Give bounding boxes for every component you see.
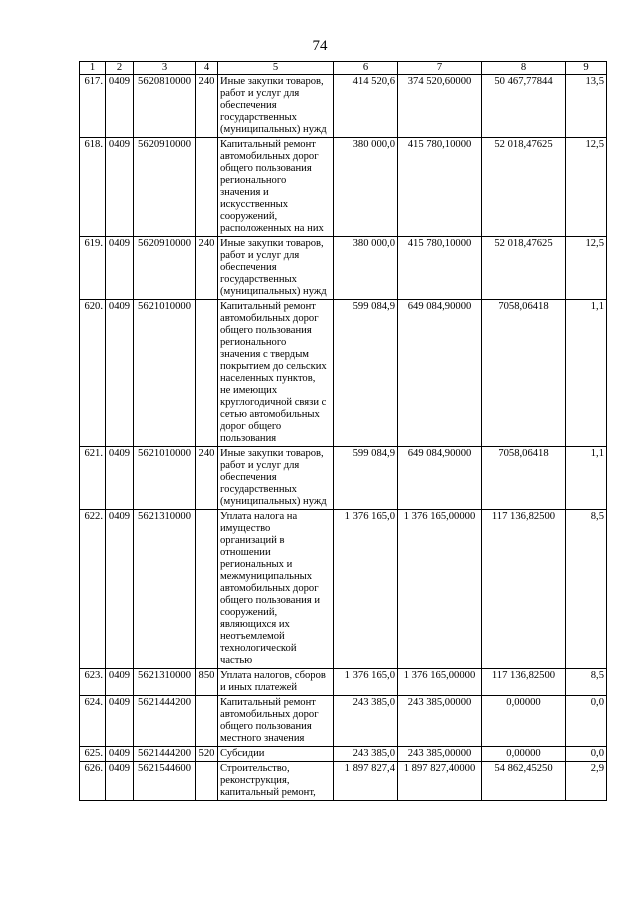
description-line: Уплата налогов, сборов [220,670,326,681]
description-line: технологической [220,643,297,654]
description-line: искусственных [220,199,289,210]
target-article-cell: 5621444200 [134,747,196,762]
adjusted-amount-cell: 649 084,90000 [398,300,482,447]
section-code-cell: 0409 [106,300,134,447]
description-cell [218,510,334,669]
table-row [80,75,607,138]
header-cell: 4 [196,62,218,75]
header-cell: 8 [482,62,566,75]
description-cell [218,237,334,300]
header-cell: 2 [106,62,134,75]
expense-type-cell [196,138,218,237]
description-line: Капитальный ремонт [220,301,316,312]
target-article-cell: 5620910000 [134,237,196,300]
description-line: (муниципальных) нужд [220,124,327,135]
description-line: значения и [220,187,269,198]
target-article-cell: 5620910000 [134,138,196,237]
description-line: (муниципальных) нужд [220,496,327,507]
plan-amount-cell: 380 000,0 [334,138,398,237]
row-number-cell: 618. [80,138,106,237]
description-line: капитальный ремонт, [220,787,316,798]
plan-amount-cell: 243 385,0 [334,696,398,747]
table-row [80,747,607,762]
description-line: дорог общего [220,421,282,432]
description-line: и иных платежей [220,682,297,693]
plan-amount-cell: 243 385,0 [334,747,398,762]
description-line: пользования [220,433,277,444]
executed-amount-cell: 7058,06418 [482,300,566,447]
section-code-cell: 0409 [106,237,134,300]
plan-amount-cell: 1 376 165,0 [334,669,398,696]
description-line: покрытием до сельских [220,361,327,372]
adjusted-amount-cell: 243 385,00000 [398,747,482,762]
executed-amount-cell: 117 136,82500 [482,510,566,669]
target-article-cell: 5621010000 [134,300,196,447]
row-number-cell: 620. [80,300,106,447]
description-cell [218,747,334,762]
executed-amount-cell: 52 018,47625 [482,138,566,237]
executed-amount-cell: 0,00000 [482,696,566,747]
adjusted-amount-cell: 415 780,10000 [398,237,482,300]
header-cell: 3 [134,62,196,75]
header-cell: 5 [218,62,334,75]
row-number-cell: 622. [80,510,106,669]
executed-amount-cell: 7058,06418 [482,447,566,510]
plan-amount-cell: 599 084,9 [334,447,398,510]
plan-amount-cell: 380 000,0 [334,237,398,300]
page-number: 74 [312,38,328,54]
executed-amount-cell: 54 862,45250 [482,762,566,801]
table-row [80,138,607,237]
table-row [80,762,607,801]
plan-amount-cell: 1 376 165,0 [334,510,398,669]
description-line: регионального [220,337,287,348]
adjusted-amount-cell: 1 897 827,40000 [398,762,482,801]
target-article-cell: 5621544600 [134,762,196,801]
description-line: общего пользования [220,325,312,336]
header-row [80,62,607,75]
header-cell: 7 [398,62,482,75]
description-line: обеспечения [220,472,277,483]
section-code-cell: 0409 [106,747,134,762]
row-number-cell: 626. [80,762,106,801]
section-code-cell: 0409 [106,669,134,696]
budget-table [79,61,607,801]
description-line: Иные закупки товаров, [220,238,324,249]
description-line: Субсидии [220,748,265,759]
plan-amount-cell: 599 084,9 [334,300,398,447]
description-line: государственных [220,484,297,495]
percent-cell: 2,9 [566,762,607,801]
table-row [80,237,607,300]
description-line: Иные закупки товаров, [220,76,324,87]
header-cell: 1 [80,62,106,75]
section-code-cell: 0409 [106,510,134,669]
description-line: не имеющих [220,385,278,396]
description-line: Капитальный ремонт [220,139,316,150]
section-code-cell: 0409 [106,762,134,801]
description-cell [218,75,334,138]
description-line: автомобильных дорог [220,709,319,720]
executed-amount-cell: 52 018,47625 [482,237,566,300]
target-article-cell: 5621010000 [134,447,196,510]
description-line: работ и услуг для [220,250,300,261]
description-line: государственных [220,112,297,123]
percent-cell: 1,1 [566,447,607,510]
description-cell [218,669,334,696]
table-row [80,669,607,696]
executed-amount-cell: 50 467,77844 [482,75,566,138]
table-body [80,75,607,801]
target-article-cell: 5621310000 [134,510,196,669]
section-code-cell: 0409 [106,138,134,237]
row-number-cell: 625. [80,747,106,762]
description-line: общего пользования [220,721,312,732]
expense-type-cell: 520 [196,747,218,762]
description-line: значения с твердым [220,349,310,360]
adjusted-amount-cell: 243 385,00000 [398,696,482,747]
percent-cell: 0,0 [566,696,607,747]
description-cell [218,696,334,747]
percent-cell: 8,5 [566,669,607,696]
description-line: общего пользования [220,163,312,174]
adjusted-amount-cell: 1 376 165,00000 [398,669,482,696]
description-line: частью [220,655,253,666]
description-line: отношении [220,547,271,558]
description-line: имущество [220,523,271,534]
expense-type-cell: 240 [196,447,218,510]
header-cell: 6 [334,62,398,75]
description-line: Уплата налога на [220,511,298,522]
description-line: межмуниципальных [220,571,313,582]
description-line: работ и услуг для [220,88,300,99]
executed-amount-cell: 117 136,82500 [482,669,566,696]
description-line: реконструкция, [220,775,290,786]
row-number-cell: 621. [80,447,106,510]
description-line: Капитальный ремонт [220,697,316,708]
table-row [80,696,607,747]
target-article-cell: 5620810000 [134,75,196,138]
description-line: расположенных на них [220,223,324,234]
description-line: автомобильных дорог [220,151,319,162]
description-cell [218,447,334,510]
description-line: населенных пунктов, [220,373,316,384]
adjusted-amount-cell: 415 780,10000 [398,138,482,237]
percent-cell: 12,5 [566,138,607,237]
adjusted-amount-cell: 374 520,60000 [398,75,482,138]
target-article-cell: 5621444200 [134,696,196,747]
expense-type-cell: 850 [196,669,218,696]
percent-cell: 0,0 [566,747,607,762]
description-line: неотъемлемой [220,631,285,642]
section-code-cell: 0409 [106,447,134,510]
header-cell: 9 [566,62,607,75]
description-line: автомобильных дорог [220,313,319,324]
row-number-cell: 623. [80,669,106,696]
row-number-cell: 617. [80,75,106,138]
description-line: регионального [220,175,287,186]
target-article-cell: 5621310000 [134,669,196,696]
description-line: работ и услуг для [220,460,300,471]
table-row [80,510,607,669]
description-line: сетью автомобильных [220,409,320,420]
expense-type-cell [196,762,218,801]
section-code-cell: 0409 [106,75,134,138]
row-number-cell: 619. [80,237,106,300]
description-line: обеспечения [220,100,277,111]
description-line: государственных [220,274,297,285]
row-number-cell: 624. [80,696,106,747]
section-code-cell: 0409 [106,696,134,747]
description-line: (муниципальных) нужд [220,286,327,297]
description-line: сооружений, [220,211,278,222]
description-line: местного значения [220,733,305,744]
description-line: Строительство, [220,763,290,774]
expense-type-cell [196,510,218,669]
description-line: обеспечения [220,262,277,273]
plan-amount-cell: 414 520,6 [334,75,398,138]
percent-cell: 13,5 [566,75,607,138]
description-cell [218,138,334,237]
expense-type-cell: 240 [196,237,218,300]
percent-cell: 12,5 [566,237,607,300]
expense-type-cell [196,696,218,747]
percent-cell: 8,5 [566,510,607,669]
description-line: региональных и [220,559,293,570]
description-line: круглогодичной связи с [220,397,327,408]
description-line: сооружений, [220,607,278,618]
expense-type-cell: 240 [196,75,218,138]
adjusted-amount-cell: 649 084,90000 [398,447,482,510]
description-line: организаций в [220,535,285,546]
description-cell [218,762,334,801]
description-line: являющихся их [220,619,290,630]
description-line: Иные закупки товаров, [220,448,324,459]
expense-type-cell [196,300,218,447]
executed-amount-cell: 0,00000 [482,747,566,762]
table-row [80,300,607,447]
description-line: автомобильных дорог [220,583,319,594]
description-cell [218,300,334,447]
description-line: общего пользования и [220,595,321,606]
percent-cell: 1,1 [566,300,607,447]
plan-amount-cell: 1 897 827,4 [334,762,398,801]
table-row [80,447,607,510]
adjusted-amount-cell: 1 376 165,00000 [398,510,482,669]
